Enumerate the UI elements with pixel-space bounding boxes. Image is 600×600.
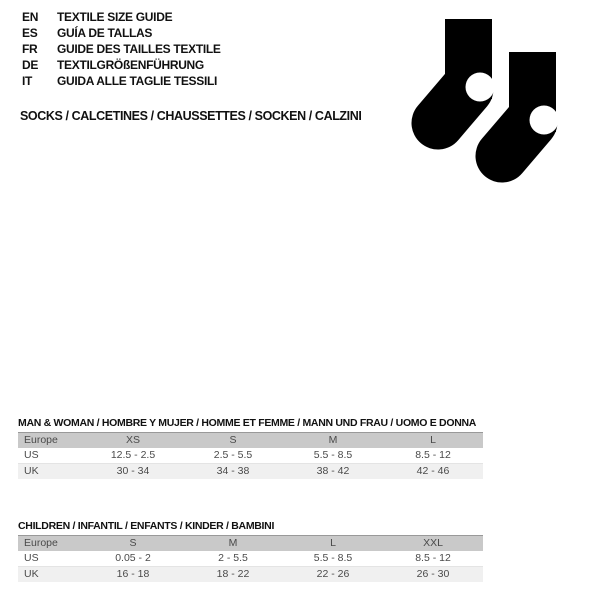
language-row	[22, 25, 221, 41]
language-row	[22, 57, 221, 73]
language-code: DE	[22, 58, 39, 72]
language-label: GUÍA DE TALLAS	[57, 26, 153, 40]
size-value: 38 - 42	[316, 465, 350, 477]
sock-shape-1	[438, 19, 495, 123]
column-header-size: M	[228, 537, 238, 549]
size-value: 0.05 - 2	[115, 552, 151, 564]
category-heading: SOCKS / CALCETINES / CHAUSSETTES / SOCKEN / CALZINI	[20, 109, 362, 123]
column-header-region: Europe	[24, 537, 58, 549]
table-header-row	[18, 536, 483, 552]
size-value: 34 - 38	[216, 465, 250, 477]
size-table-children	[18, 535, 483, 582]
column-header-size: S	[229, 434, 237, 446]
row-label: UK	[24, 568, 39, 580]
language-label: GUIDA ALLE TAGLIE TESSILI	[57, 74, 218, 88]
size-value: 2 - 5.5	[218, 552, 248, 564]
table-row-uk	[18, 464, 483, 480]
table-row-us	[18, 551, 483, 567]
size-value: 22 - 26	[316, 568, 350, 580]
column-header-size: M	[328, 434, 338, 446]
size-value: 18 - 22	[216, 568, 250, 580]
language-row	[22, 73, 221, 89]
language-code: FR	[22, 42, 38, 56]
table-row-uk	[18, 567, 483, 583]
socks-icon-svg	[410, 19, 560, 184]
language-row	[22, 9, 221, 25]
size-value: 12.5 - 2.5	[110, 449, 156, 461]
table-row-us	[18, 448, 483, 464]
size-table-man-woman	[18, 432, 483, 479]
language-code: EN	[22, 10, 39, 24]
column-header-size: XXL	[423, 537, 443, 549]
size-table-section-children	[18, 520, 483, 582]
size-value: 8.5 - 12	[415, 552, 451, 564]
language-label: TEXTILE SIZE GUIDE	[57, 10, 173, 24]
sock-shape-2	[502, 52, 559, 156]
column-header-size: XS	[125, 434, 140, 446]
row-label: US	[24, 449, 39, 461]
size-value: 5.5 - 8.5	[313, 552, 353, 564]
size-value: 26 - 30	[416, 568, 450, 580]
socks-icon	[410, 19, 560, 184]
size-value: 5.5 - 8.5	[313, 449, 353, 461]
language-code: IT	[22, 74, 33, 88]
language-code: ES	[22, 26, 38, 40]
column-header-region: Europe	[24, 434, 58, 446]
size-table-section-man-woman	[18, 417, 483, 479]
size-value: 8.5 - 12	[415, 449, 451, 461]
language-label: TEXTILGRÖßENFÜHRUNG	[57, 58, 204, 72]
size-value: 2.5 - 5.5	[213, 449, 253, 461]
table-title-children: CHILDREN / INFANTIL / ENFANTS / KINDER / BAMBINI	[18, 520, 275, 532]
size-value: 42 - 46	[416, 465, 450, 477]
language-row	[22, 41, 221, 57]
language-title-block	[22, 9, 221, 89]
column-header-size: L	[330, 537, 336, 549]
row-label: UK	[24, 465, 39, 477]
column-header-size: L	[430, 434, 436, 446]
row-label: US	[24, 552, 39, 564]
size-value: 16 - 18	[116, 568, 150, 580]
column-header-size: S	[129, 537, 137, 549]
table-title-man-woman: MAN & WOMAN / HOMBRE Y MUJER / HOMME ET FEMME / MANN UND FRAU / UOMO E DONNA	[18, 417, 477, 429]
table-header-row	[18, 433, 483, 449]
size-value: 30 - 34	[116, 465, 150, 477]
language-label: GUIDE DES TAILLES TEXTILE	[57, 42, 221, 56]
